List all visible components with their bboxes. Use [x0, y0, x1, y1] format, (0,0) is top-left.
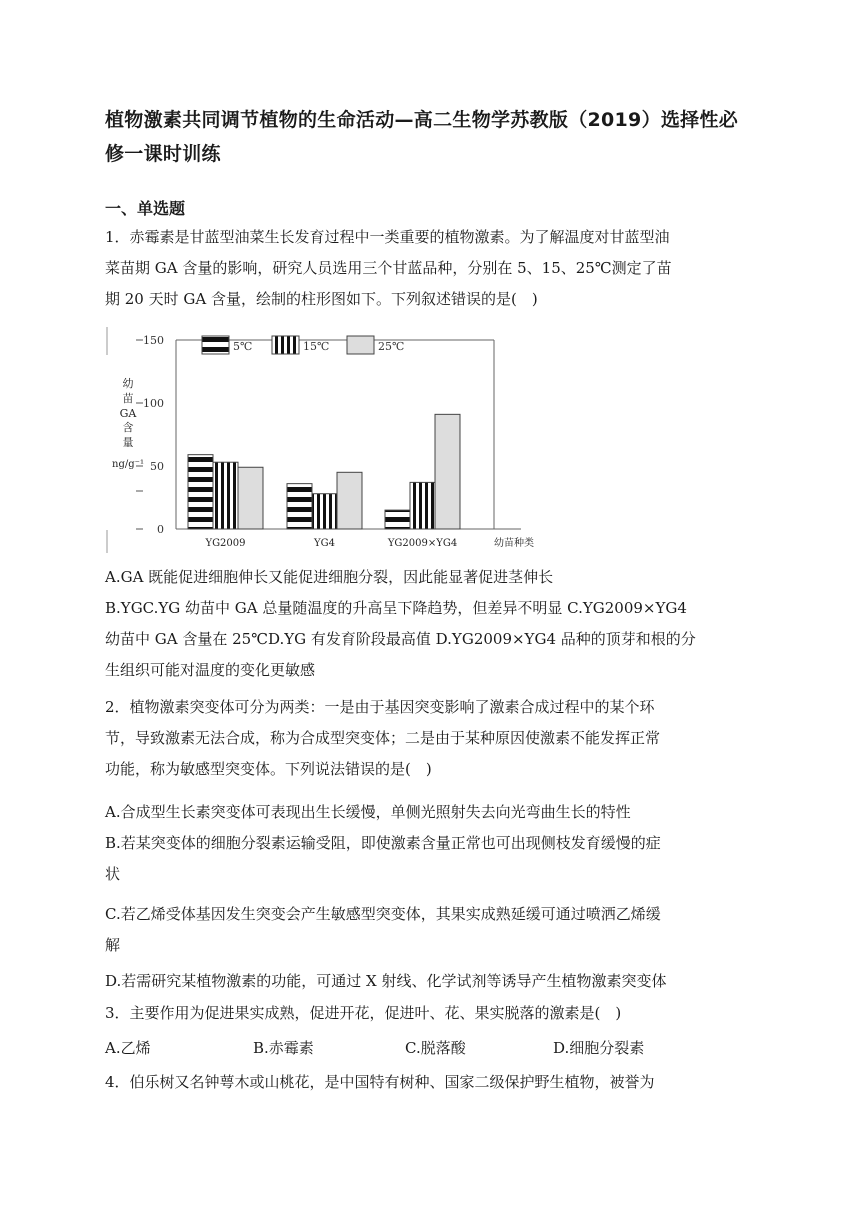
y-axis-unit: ng/g⁻¹ — [112, 459, 144, 470]
q3-option-b: B.赤霉素 — [253, 1039, 314, 1057]
title-line-2: 修一课时训练 — [105, 143, 221, 165]
y-axis-label-char: 苗 — [122, 392, 134, 405]
y-tick-label: 0 — [157, 523, 164, 536]
q2-stem-line-1: 2．植物激素突变体可分为两类：一是由于基因突变影响了激素合成过程中的某个环 — [105, 698, 655, 716]
x-axis-title: 幼苗种类 — [494, 538, 534, 549]
q1-stem-line-2: 菜苗期 GA 含量的影响，研究人员选用三个甘蓝品种，分别在 5、15、25℃测定了苗 — [105, 259, 672, 277]
legend-label-series-3: 25℃ — [378, 340, 405, 353]
x-category-label: YG2009 — [205, 538, 246, 549]
legend-label-series-2: 15℃ — [303, 340, 330, 353]
bar-YG2009YG4-series-3 — [435, 414, 460, 529]
bar-YG2009YG4-series-1 — [385, 510, 410, 529]
q1-option-b-line-3: 生组织可能对温度的变化更敏感 — [105, 661, 316, 679]
y-tick-label: 100 — [143, 397, 164, 410]
q3-option-d: D.细胞分裂素 — [553, 1039, 645, 1057]
q1-option-b-line-2: 幼苗中 GA 含量在 25℃D.YG 有发育阶段最高值 D.YG2009×YG4 品种的顶芽和根的分 — [105, 630, 696, 648]
q1-option-b-line-1: B.YGC.YG 幼苗中 GA 总量随温度的升高呈下降趋势，但差异不明显 C.YG2009×YG4 — [105, 599, 687, 617]
q1-stem-line-3: 期 20 天时 GA 含量，绘制的柱形图如下。下列叙述错误的是( ) — [105, 290, 538, 308]
q2-stem-line-3: 功能，称为敏感型突变体。下列说法错误的是( ) — [105, 760, 432, 778]
bar-YG4-series-1 — [287, 484, 312, 529]
q2-option-b-line-2: 状 — [105, 865, 121, 883]
legend-label-series-1: 5℃ — [233, 340, 253, 353]
q2-option-c-line-1: C.若乙烯受体基因发生突变会产生敏感型突变体，其果实成熟延缓可通过喷洒乙烯缓 — [105, 905, 661, 923]
legend-swatch-series-2 — [272, 336, 299, 354]
q1-option-a: A.GA 既能促进细胞伸长又能促进细胞分裂，因此能显著促进茎伸长 — [105, 568, 554, 586]
ga-content-bar-chart — [106, 325, 534, 557]
y-tick-label: 150 — [143, 334, 164, 347]
q3-stem: 3．主要作用为促进果实成熟，促进开花，促进叶、花、果实脱落的激素是( ) — [105, 1004, 622, 1022]
y-tick-label: 50 — [150, 460, 164, 473]
x-category-label: YG4 — [314, 538, 335, 549]
title-line-1: 植物激素共同调节植物的生命活动—高二生物学苏教版（2019）选择性必 — [105, 109, 739, 131]
bar-YG4-series-3 — [337, 472, 362, 529]
document-title — [105, 103, 765, 171]
y-axis-label-char: 含 — [122, 421, 134, 434]
bar-YG2009-series-3 — [238, 467, 263, 529]
section-heading: 一、单选题 — [105, 199, 186, 218]
q3-options — [105, 1037, 755, 1059]
y-axis-label-char: 量 — [122, 436, 134, 449]
q2-stem-line-2: 节，导致激素无法合成，称为合成型突变体；二是由于某种原因使激素不能发挥正常 — [105, 729, 661, 747]
legend-swatch-series-3 — [347, 336, 374, 354]
bar-YG4-series-2 — [312, 494, 337, 529]
q1-stem-line-1: 1．赤霉素是甘蓝型油菜生长发育过程中一类重要的植物激素。为了解温度对甘蓝型油 — [105, 228, 670, 246]
y-axis-label-char: GA — [119, 407, 137, 420]
bar-YG2009YG4-series-2 — [410, 482, 435, 529]
q2-option-d: D.若需研究某植物激素的功能，可通过 X 射线、化学试剂等诱导产生植物激素突变体 — [105, 972, 667, 990]
q3-option-c: C.脱落酸 — [405, 1039, 466, 1057]
q2-option-b-line-1: B.若某突变体的细胞分裂素运输受阻，即使激素含量正常也可出现侧枝发育缓慢的症 — [105, 834, 661, 852]
q2-option-c-line-2: 解 — [105, 936, 121, 954]
q3-option-a: A.乙烯 — [105, 1039, 151, 1057]
q2-option-a: A.合成型生长素突变体可表现出生长缓慢，单侧光照射失去向光弯曲生长的特性 — [105, 803, 631, 821]
q4-stem: 4．伯乐树又名钟萼木或山桃花，是中国特有树种、国家二级保护野生植物，被誉为 — [105, 1073, 655, 1091]
y-axis-label-char: 幼 — [122, 377, 134, 390]
x-category-label: YG2009×YG4 — [387, 538, 458, 549]
legend-swatch-series-1 — [202, 336, 229, 354]
bar-YG2009-series-1 — [188, 455, 213, 529]
bar-YG2009-series-2 — [213, 462, 238, 529]
